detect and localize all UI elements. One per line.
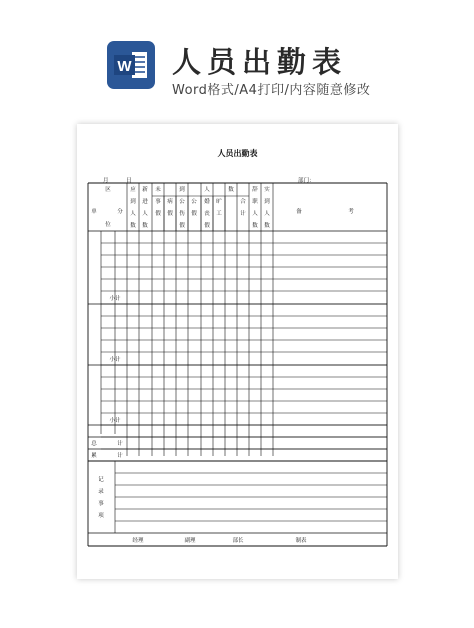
- document-title: 人员出勤表: [217, 149, 258, 158]
- subtotal-label: 小计: [109, 296, 121, 302]
- month-label: 月: [103, 178, 109, 184]
- subtotal-label: 小计: [109, 418, 121, 424]
- header-shi-dao: 数: [264, 223, 270, 229]
- header-remarks: 备: [296, 209, 302, 215]
- records-label: 项: [98, 513, 104, 519]
- header-gong-shang: 伤: [179, 211, 185, 217]
- header-he-ji: 计: [240, 211, 246, 217]
- day-label: 日: [126, 178, 132, 184]
- header-ying-dao: 应: [130, 187, 136, 193]
- header-danwei-1: 单: [91, 209, 97, 215]
- records-label: 事: [98, 501, 104, 507]
- cumulative-label: 累: [91, 453, 97, 459]
- word-icon-letter: W: [117, 58, 132, 75]
- header-hun-sang: 假: [204, 223, 210, 229]
- header-gong-jia: 公: [191, 199, 197, 205]
- header-xin-jin: 人: [142, 211, 148, 217]
- word-doc-icon: [107, 41, 155, 89]
- header-not-arrived: 到: [179, 187, 185, 193]
- header-shi-dao: 实: [264, 187, 270, 193]
- header-hun-sang: 丧: [204, 211, 210, 217]
- banner-title: 人员出勤表: [172, 45, 348, 79]
- header-ci-zhi: 人: [252, 211, 258, 217]
- header-shi-dao: 到: [264, 199, 270, 205]
- subtotal-label: 小计: [109, 357, 121, 363]
- signature-label: 制表: [295, 538, 307, 544]
- header-xin-jin: 进: [142, 199, 148, 205]
- header-bing-jia: 假: [167, 211, 173, 217]
- header-qu: 区: [105, 187, 111, 193]
- total-label: 计: [117, 441, 123, 447]
- header-danwei-2: 分: [117, 209, 123, 215]
- header-shi-dao: 人: [264, 211, 270, 217]
- header-ying-dao: 人: [130, 211, 136, 217]
- document-page: [77, 124, 398, 579]
- total-label: 总: [91, 441, 97, 447]
- header-wei: 位: [105, 222, 111, 228]
- records-label: 录: [98, 489, 104, 495]
- header-gong-jia: 假: [191, 211, 197, 217]
- signature-label: 副理: [184, 538, 196, 544]
- header-ci-zhi: 职: [252, 199, 258, 205]
- header-not-arrived: 人: [204, 187, 210, 193]
- dept-label: 部门：: [298, 178, 315, 184]
- records-label: 记: [98, 477, 104, 483]
- cumulative-label: 计: [117, 453, 123, 459]
- header-shi-jia: 假: [155, 211, 161, 217]
- header-shi-jia: 事: [155, 199, 161, 205]
- header-ci-zhi: 数: [252, 223, 258, 229]
- header-not-arrived: 数: [228, 187, 234, 193]
- header-ci-zhi: 辞: [252, 187, 258, 193]
- banner: [0, 0, 474, 110]
- header-gong-shang: 公: [179, 199, 185, 205]
- header-xin-jin: 新: [142, 187, 148, 193]
- header-ying-dao: 数: [130, 223, 136, 229]
- header-not-arrived: 未: [155, 187, 161, 193]
- header-kuang-gong: 旷: [216, 199, 222, 205]
- header-hun-sang: 婚: [204, 199, 210, 205]
- signature-label: 部长: [232, 538, 244, 544]
- banner-subtitle: Word格式/A4打印/内容随意修改: [172, 83, 371, 98]
- header-ying-dao: 到: [130, 199, 136, 205]
- header-gong-shang: 假: [179, 223, 185, 229]
- header-he-ji: 合: [240, 199, 246, 205]
- attendance-form-table: [77, 124, 398, 579]
- header-kuang-gong: 工: [216, 211, 222, 217]
- header-xin-jin: 数: [142, 223, 148, 229]
- header-bing-jia: 病: [167, 199, 173, 205]
- header-remarks: 考: [348, 209, 354, 215]
- signature-label: 经理: [132, 538, 144, 544]
